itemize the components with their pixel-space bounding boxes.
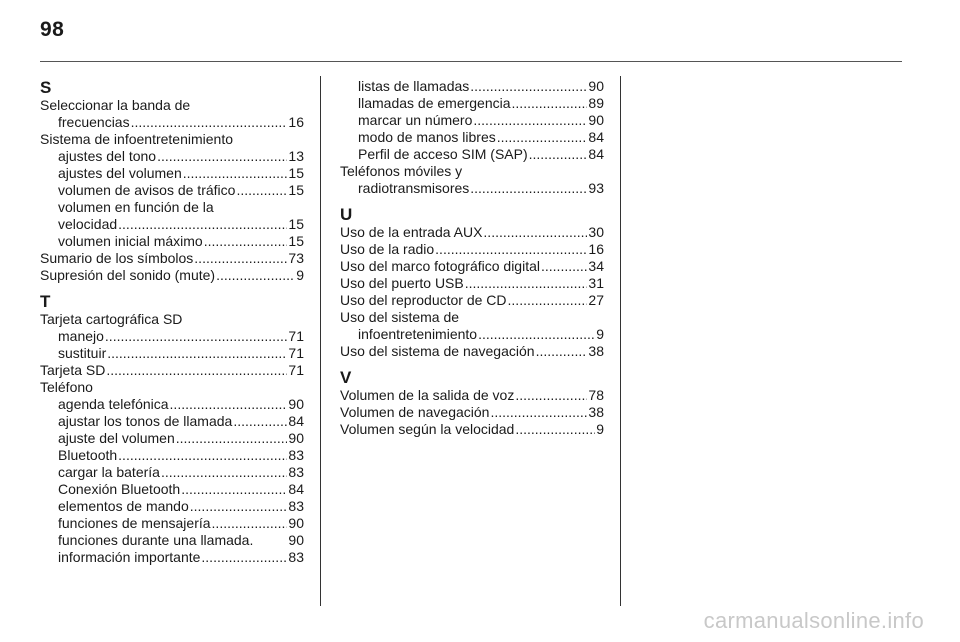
index-entry [340,224,604,241]
dot-leader [157,148,287,165]
entry-page-number: 9 [296,267,304,283]
entry-text: cargar la batería [58,464,160,480]
index-entry [40,362,304,379]
entry-page-number: 78 [588,387,604,403]
entry-page-number: 93 [588,180,604,196]
dot-leader [529,146,588,163]
entry-text: Uso de la radio [340,241,435,257]
entry-text: Volumen según la velocidad [340,421,515,437]
index-column-right [340,78,604,438]
entry-text: funciones de mensajería [58,515,211,531]
dot-leader [478,326,595,343]
index-entry: Teléfonos móviles y [340,163,463,179]
dot-leader [105,328,288,345]
index-entry [340,129,604,146]
dot-leader [118,216,287,233]
index-entry [40,328,304,345]
index-entry [40,250,304,267]
entry-page-number: 90 [588,112,604,128]
entry-page-number: 15 [288,165,304,181]
dot-leader [483,224,587,241]
column-divider [620,76,621,606]
entry-page-number: 71 [288,328,304,344]
index-section [40,78,304,284]
entry-page-number: 90 [288,396,304,412]
index-entry [40,413,304,430]
index-entry [340,326,604,343]
dot-leader [470,78,587,95]
entry-text: elementos de mando [58,498,189,514]
entry-text: Supresión del sonido (mute) [40,267,216,283]
dot-leader [541,258,587,275]
index-entry [40,396,304,413]
index-entry: Tarjeta cartográfica SD [40,311,183,327]
index-entry [40,345,304,362]
dot-leader [194,250,287,267]
entry-text: ajustar los tonos de llamada [58,413,233,429]
entry-page-number: 13 [288,148,304,164]
entry-text: infoentretenimiento [358,326,478,342]
entry-text: frecuencias [58,114,130,130]
entry-text: Uso del marco fotográfico digital [340,258,540,274]
dot-leader [490,404,587,421]
entry-text: radiotransmisores [358,180,470,196]
dot-leader [536,343,588,360]
index-section [340,368,604,438]
entry-text: listas de llamadas [358,78,470,94]
dot-leader [201,549,287,566]
section-letter: U [340,205,353,224]
entry-page-number: 71 [288,362,304,378]
index-entry [340,387,604,404]
index-entry [40,267,304,284]
index-entry [340,404,604,421]
entry-text: modo de manos libres [358,129,496,145]
dot-leader [161,464,287,481]
entry-page-number: 84 [588,146,604,162]
index-entry [340,292,604,309]
index-entry [340,421,604,438]
dot-leader [170,396,288,413]
entry-page-number: 9 [596,326,604,342]
dot-leader [497,129,588,146]
entry-page-number: 15 [288,182,304,198]
index-entry: Sistema de infoentretenimiento [40,131,233,147]
entry-text: Sumario de los símbolos [40,250,194,266]
entry-text: marcar un número [358,112,473,128]
page-number: 98 [40,18,65,41]
entry-page-number: 15 [288,233,304,249]
index-entry [40,532,304,549]
entry-page-number: 34 [588,258,604,274]
entry-page-number: 90 [288,532,304,548]
index-entry [340,112,604,129]
entry-text: Uso del puerto USB [340,275,464,291]
index-section [340,205,604,360]
entry-page-number: 27 [588,292,604,308]
index-entry [40,216,304,233]
section-letter: S [40,78,52,97]
entry-text: sustituir [58,345,107,361]
dot-leader [204,233,288,250]
index-entry [40,515,304,532]
index-entry [40,233,304,250]
entry-text: llamadas de emergencia [358,95,511,111]
entry-text: ajustes del tono [58,148,157,164]
dot-leader [107,345,287,362]
entry-page-number: 31 [588,275,604,291]
entry-page-number: 83 [288,447,304,463]
entry-text: manejo [58,328,104,344]
entry-page-number: 16 [588,241,604,257]
entry-text: Uso de la entrada AUX [340,224,483,240]
dot-leader [216,267,295,284]
entry-page-number: 90 [288,430,304,446]
dot-leader [183,165,288,182]
index-entry [40,114,304,131]
dot-leader [131,114,288,131]
header-rule [40,61,902,62]
section-letter: V [340,368,352,387]
entry-page-number: 83 [288,464,304,480]
entry-page-number: 83 [288,549,304,565]
index-entry [40,464,304,481]
index-entry [340,275,604,292]
entry-text: volumen inicial máximo [58,233,203,249]
entry-page-number: 84 [288,413,304,429]
entry-text: información importante [58,549,201,565]
index-entry [40,549,304,566]
entry-page-number: 89 [588,95,604,111]
index-entry [340,95,604,112]
entry-text: Conexión Bluetooth [58,481,181,497]
entry-page-number: 38 [588,404,604,420]
index-section [340,78,604,197]
dot-leader [190,498,288,515]
entry-page-number: 16 [288,114,304,130]
entry-text: Volumen de la salida de voz [340,387,515,403]
index-entry [40,148,304,165]
entry-text: Tarjeta SD [40,362,106,378]
index-section [40,292,304,566]
entry-page-number: 90 [588,78,604,94]
column-divider [320,76,321,606]
dot-leader [515,387,587,404]
index-entry [40,430,304,447]
dot-leader [118,447,287,464]
section-letter: T [40,292,51,311]
dot-leader [512,95,588,112]
dot-leader [181,481,287,498]
entry-text: volumen de avisos de tráfico [58,182,236,198]
dot-leader [176,430,288,447]
index-entry: volumen en función de la [58,199,214,215]
entry-page-number: 9 [596,421,604,437]
index-entry [340,343,604,360]
dot-leader [106,362,287,379]
entry-text: agenda telefónica [58,396,169,412]
entry-text: Uso del reproductor de CD [340,292,507,308]
entry-text: Uso del sistema de navegación [340,343,535,359]
index-entry: Teléfono [40,379,93,395]
index-entry: Seleccionar la banda de [40,97,191,113]
entry-text: funciones durante una llamada. [58,532,254,548]
entry-page-number: 73 [288,250,304,266]
entry-page-number: 83 [288,498,304,514]
index-entry [40,447,304,464]
index-entry [40,165,304,182]
entry-page-number: 90 [288,515,304,531]
entry-text: ajuste del volumen [58,430,175,446]
entry-text: velocidad [58,216,118,232]
index-entry [340,258,604,275]
entry-page-number: 71 [288,345,304,361]
entry-page-number: 84 [288,481,304,497]
index-entry [340,78,604,95]
entry-page-number: 38 [588,343,604,359]
dot-leader [236,182,287,199]
entry-page-number: 15 [288,216,304,232]
index-column-left [40,78,304,566]
index-entry: Uso del sistema de [340,309,460,325]
dot-leader [508,292,588,309]
index-entry [40,481,304,498]
dot-leader [212,515,288,532]
entry-text: Bluetooth [58,447,118,463]
entry-text: ajustes del volumen [58,165,182,181]
index-entry [40,498,304,515]
dot-leader [233,413,287,430]
dot-leader [473,112,587,129]
dot-leader [435,241,587,258]
dot-leader [515,421,595,438]
entry-text: Volumen de navegación [340,404,490,420]
dot-leader [465,275,588,292]
index-entry [340,241,604,258]
entry-page-number: 84 [588,129,604,145]
entry-page-number: 30 [588,224,604,240]
index-entry [340,146,604,163]
entry-text: Perfil de acceso SIM (SAP) [358,146,528,162]
watermark: carmanualsonline.info [703,608,924,633]
index-entry [40,182,304,199]
dot-leader [470,180,587,197]
index-entry [340,180,604,197]
